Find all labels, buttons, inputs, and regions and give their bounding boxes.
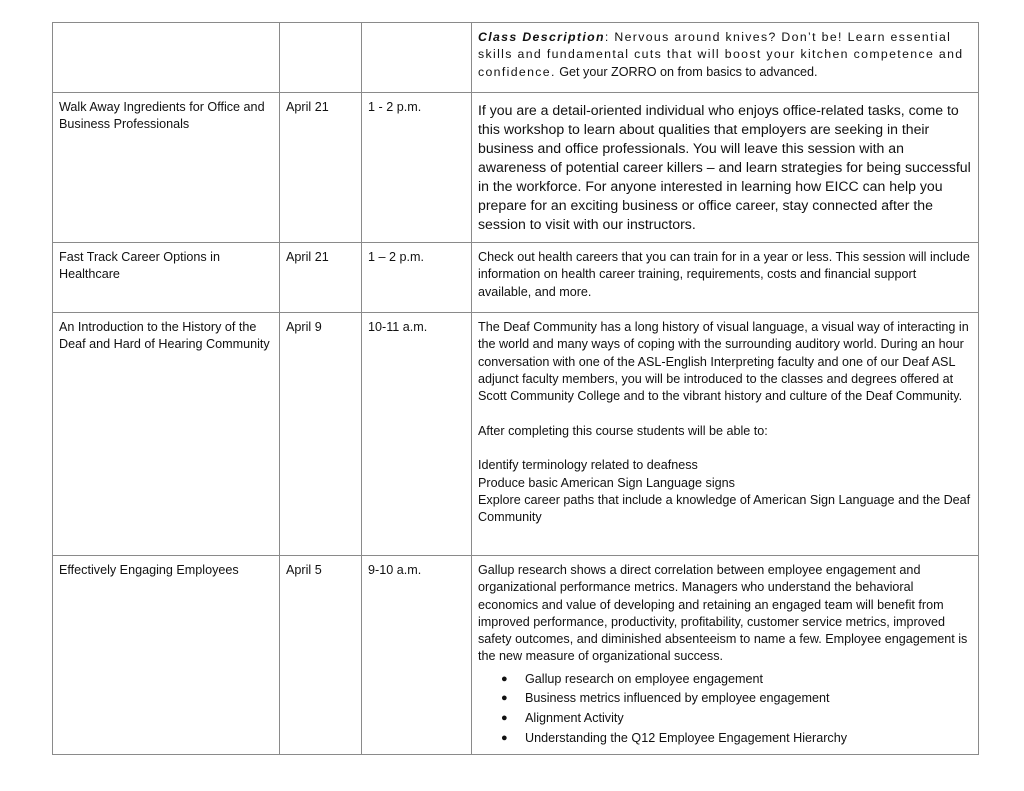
table-row <box>53 556 979 755</box>
session-title-cell <box>53 23 280 93</box>
table-row <box>53 313 979 556</box>
table-row <box>53 243 979 313</box>
session-time-cell <box>362 23 472 93</box>
session-title-cell: Fast Track Career Options in Healthcare <box>53 243 280 313</box>
workshop-schedule-table <box>52 22 979 755</box>
list-item-text: Alignment Activity <box>525 710 624 725</box>
session-description-cell <box>472 243 979 313</box>
session-description-text: If you are a detail-oriented individual who enjoys office-related tasks, come to this workshop to learn about qualities that employers are seeking in their business and office professionals. You will leave this session with an awareness of potential career killers – and learn strategies for being successful in the workforce. For anyone interested in learning how EICC can help you prepare for an exciting business or office career, stay connected after the session to visit with our instructors. <box>478 102 971 232</box>
bullet-icon: ● <box>501 692 508 705</box>
session-date-cell: April 21 <box>280 243 362 313</box>
session-title-cell: Walk Away Ingredients for Office and Business Professionals <box>53 93 280 243</box>
list-item <box>501 729 972 749</box>
bullet-icon: ● <box>501 731 508 744</box>
session-date-cell: April 21 <box>280 93 362 243</box>
class-description-label: Class Description <box>478 30 605 44</box>
session-title-cell: An Introduction to the History of the Deaf and Hard of Hearing Community <box>53 313 280 556</box>
session-time-cell: 1 - 2 p.m. <box>362 93 472 243</box>
session-time-cell: 9-10 a.m. <box>362 556 472 755</box>
session-time-cell: 10-11 a.m. <box>362 313 472 556</box>
list-item <box>501 689 972 709</box>
table-row <box>53 93 979 243</box>
bullet-icon: ● <box>501 672 508 685</box>
session-time-cell: 1 – 2 p.m. <box>362 243 472 313</box>
document-page <box>52 22 978 755</box>
list-item <box>501 709 972 729</box>
session-date-cell: April 9 <box>280 313 362 556</box>
class-description-text: : Nervous around knives? Don’t be! Learn essential skills and fundamental cuts that will boost your kitchen competence and confidence. <box>478 30 964 79</box>
session-title-cell: Effectively Engaging Employees <box>53 556 280 755</box>
session-description-text: Check out health careers that you can train for in a year or less. This session will include information on health career training, requirements, costs and financial support available, and more. <box>478 250 970 299</box>
session-description-text: Gallup research shows a direct correlation between employee engagement and organizational performance metrics. Managers who understand the behavioral economics and value of developing and retaining an engaged team will benefit from improved performance, productivity, profitability, customer service metrics, improved safety outcomes, and diminished absenteeism to name a few. Employee engagement is the new measure of organizational success. <box>478 563 968 664</box>
session-description-cell <box>472 23 979 93</box>
learning-outcome: Identify terminology related to deafness <box>478 458 698 473</box>
list-item-text: Gallup research on employee engagement <box>525 671 764 686</box>
session-date-cell <box>280 23 362 93</box>
learning-outcomes-list <box>478 457 972 526</box>
learning-outcome: Produce basic American Sign Language signs <box>478 475 735 490</box>
session-date-cell: April 5 <box>280 556 362 755</box>
list-item <box>501 670 972 690</box>
list-item-text: Business metrics influenced by employee engagement <box>525 691 830 706</box>
learning-outcomes-intro: After completing this course students will be able to: <box>478 423 768 438</box>
list-item-text: Understanding the Q12 Employee Engagement Hierarchy <box>525 730 848 745</box>
learning-outcome: Explore career paths that include a knowledge of American Sign Language and the Deaf Community <box>478 492 971 525</box>
class-description-tail: Get your ZORRO on from basics to advanced. <box>555 64 818 79</box>
session-description-cell <box>472 556 979 755</box>
bullet-icon: ● <box>501 711 508 724</box>
topic-bullet-list <box>478 670 972 748</box>
table-row <box>53 23 979 93</box>
session-description-cell <box>472 93 979 243</box>
session-description-cell <box>472 313 979 556</box>
session-description-text: The Deaf Community has a long history of visual language, a visual way of interacting in the world and many ways of coping with the surrounding auditory world. During an hour conversation with one of the ASL-English Interpreting faculty and one of our Deaf ASL adjunct faculty members, you will be introduced to the classes and degrees offered at Scott Community College and to the vibrant history and culture of the Deaf Community. <box>478 320 969 404</box>
